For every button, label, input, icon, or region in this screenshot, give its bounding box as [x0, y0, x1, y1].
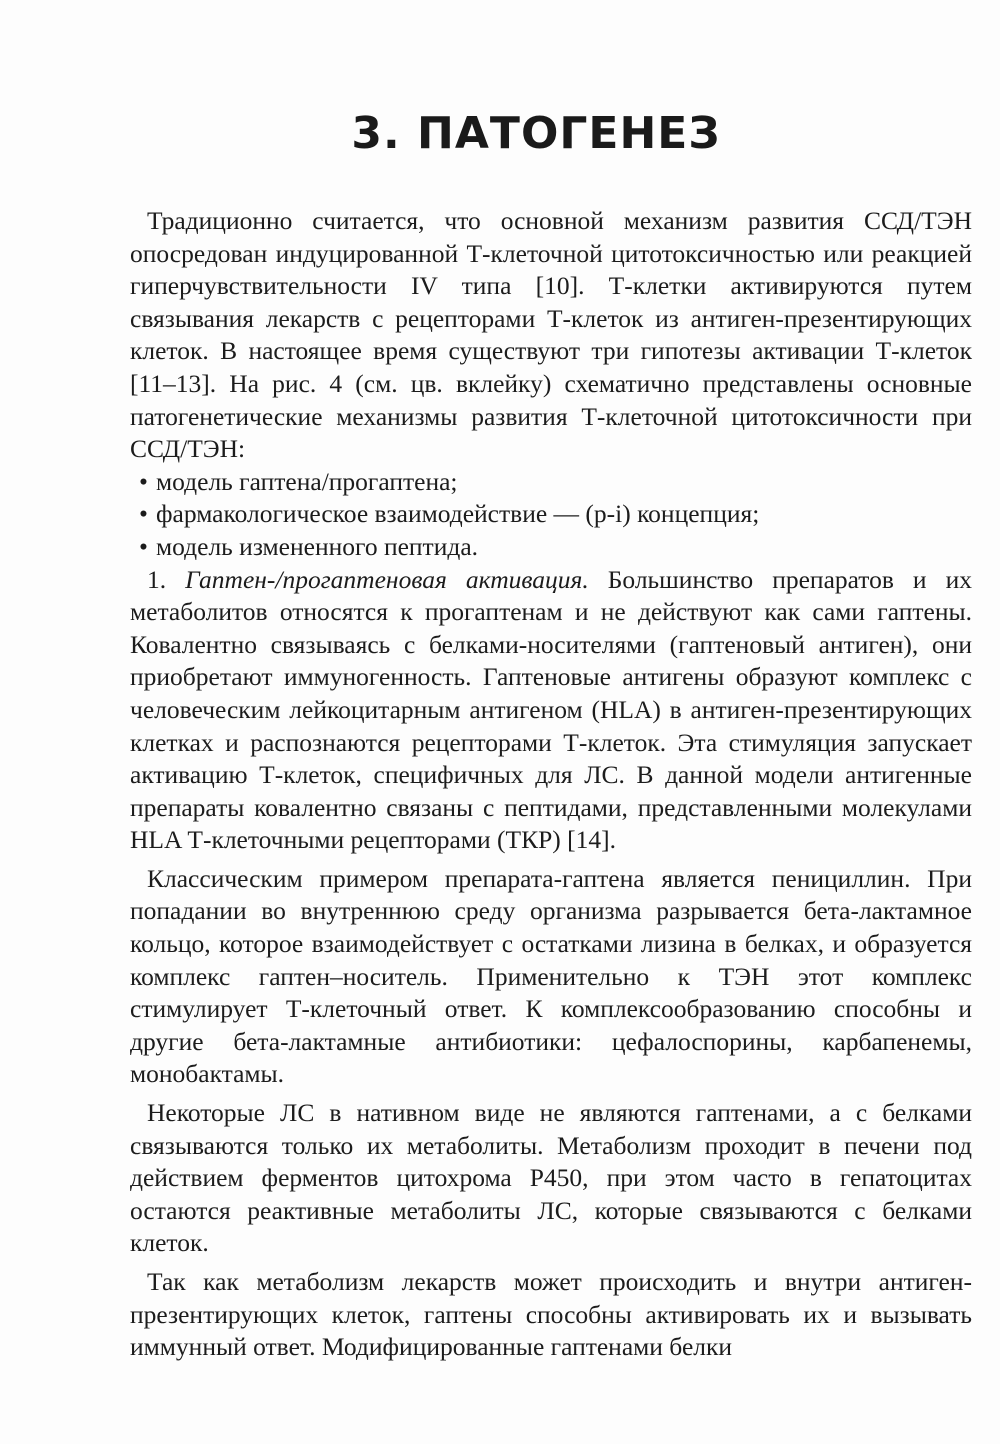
section-heading: Гаптен-/прогаптеновая активация.	[185, 564, 589, 594]
list-item-text: модель гаптена/прогаптена;	[156, 466, 458, 496]
metabolites-paragraph: Некоторые ЛС в нативном виде не являются гаптенами, а с белками связываются только их метаболиты. Метаболизм проходит в печени под действием ферментов цитохрома P450, при этом часто в гепатоцитах остаются реактивные метаболиты ЛС, которые связываются с белками клеток.	[130, 1098, 972, 1258]
chapter-body	[130, 205, 972, 1364]
chapter-title: 3. ПАТОГЕНЕЗ	[351, 108, 721, 159]
list-item-text: модель измененного пептида.	[156, 531, 479, 561]
apc-paragraph: Так как метаболизм лекарств может происходить и внутри антиген-презентирующих клеток, гаптены способны активировать их и вызывать иммунный ответ. Модифицированные гаптенами белки	[130, 1267, 972, 1362]
hapten-activation-paragraph	[130, 564, 972, 857]
intro-paragraph: Традиционно считается, что основной механизм развития ССД/ТЭН опосредован индуцированной Т-клеточной цитотоксичностью или реакцией гиперчувствительности IV типа [10]. Т-клетки активируются путем связывания лекарств с рецепторами Т-клеток из антиген-презентирующих клеток. В настоящее время существуют три гипотезы активации Т-клеток [11–13]. На рис. 4 (см. цв. вклейку) схематично представлены основные патогенетические механизмы развития Т-клеточной цитотоксичности при ССД/ТЭН:	[130, 206, 972, 464]
penicillin-paragraph: Классическим примером препарата-гаптена является пенициллин. При попадании во внутреннюю среду организма разрывается бета-лактамное кольцо, которое взаимодействует с остатками лизина в белках, и образуется комплекс гаптен–носитель. Применительно к ТЭН этот комплекс стимулирует Т-клеточный ответ. К комплексообразованию способны и другие бета-лактамные антибиотики: цефалоспорины, карбапенемы, монобактамы.	[130, 863, 972, 1089]
section-number: 1.	[147, 564, 167, 594]
bullet-marker: •	[139, 531, 148, 561]
bullet-marker: •	[139, 499, 148, 529]
list-item-text: фармакологическое взаимодействие — (p-i) концепция;	[156, 499, 760, 529]
hypotheses-list	[130, 466, 972, 564]
list-item	[130, 466, 972, 499]
list-item	[130, 531, 972, 564]
list-item	[130, 498, 972, 531]
section-text: Большинство препаратов и их метаболитов относятся к прогаптенам и не действуют как сами гаптены. Ковалентно связываясь с белками-носителями (гаптеновый антиген), они приобретают иммуногенность. Гаптеновые антигены образуют комплекс с человеческим лейкоцитарным антигеном (HLA) в антиген-презентирующих клетках и распознаются рецепторами Т-клеток. Эта стимуляция запускает активацию Т-клеток, специфичных для ЛС. В данной модели антигенные препараты ковалентно связаны с пептидами, представленными молекулами HLA Т-клеточными рецепторами (ТКР) [14].	[130, 564, 972, 855]
bullet-marker: •	[139, 466, 148, 496]
